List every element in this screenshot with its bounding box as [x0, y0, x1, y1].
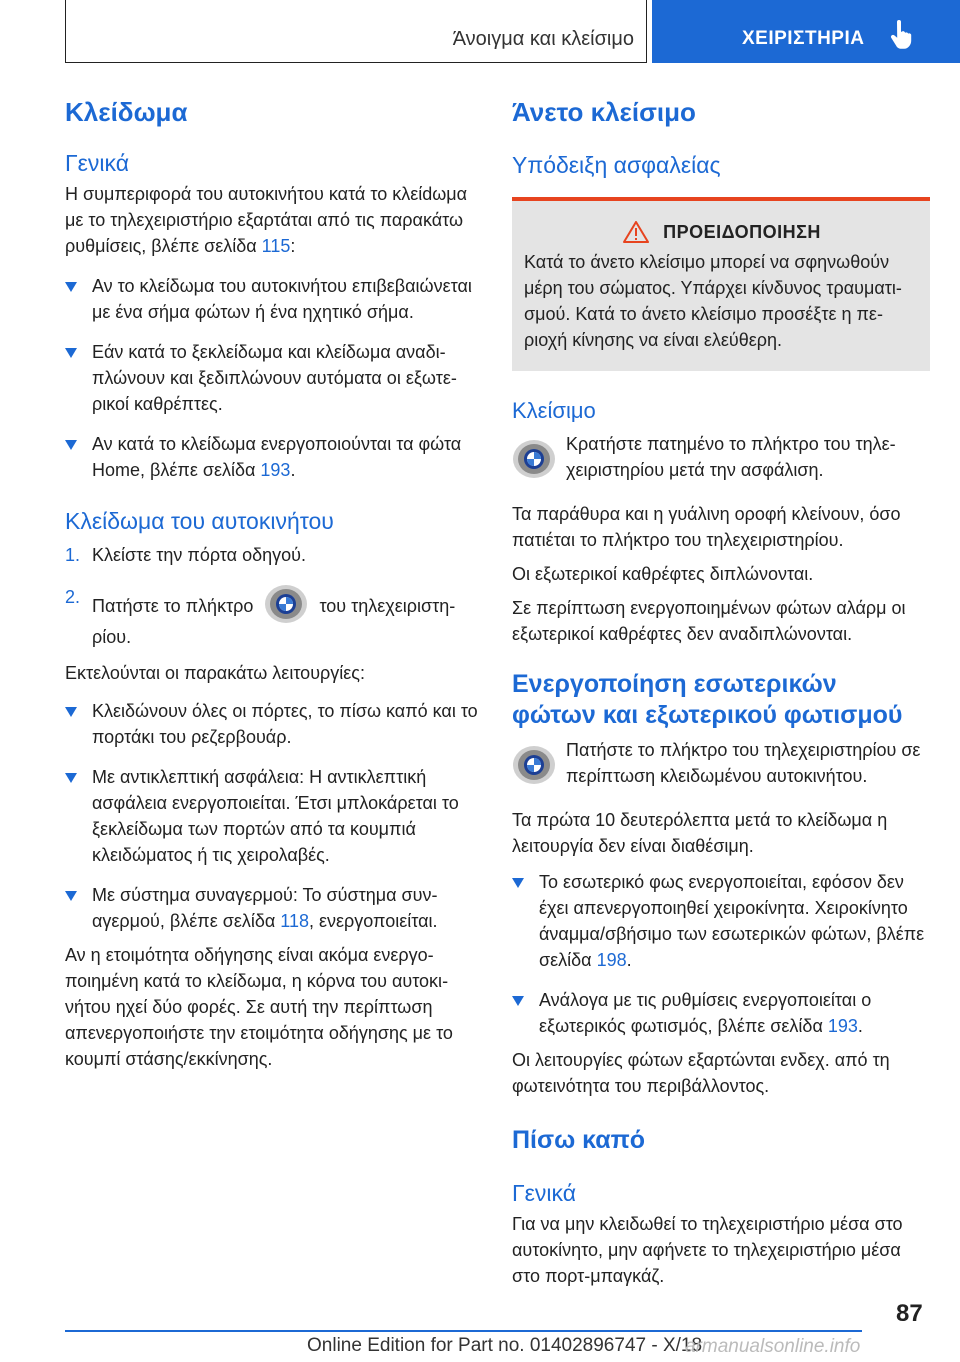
- page-link-193[interactable]: 193: [827, 1016, 858, 1037]
- step-item: 2. Πατήστε το πλήκτρο του τηλεχειριστηρίου.: [65, 584, 485, 650]
- lights-heading: Ενεργοποίηση εσωτερικών φώτων και εξωτερικού φωτισμού: [512, 669, 903, 729]
- safety-heading: Υπόδειξη ασφαλείας: [512, 151, 721, 178]
- list-item: Με σύστημα συναγερμού: Το σύστημα συναγερμού, βλέπε σελίδα 118, ενεργοποιείται.: [65, 882, 485, 934]
- warning-box: [512, 197, 930, 371]
- lights-instruction: Πατήστε το πλήκτρο του τηλεχειριστηρίου σε περίπτωση κλειδωμένου αυτοκινήτου.: [512, 737, 930, 789]
- lock-functions-list: [65, 698, 485, 934]
- triangle-bullet-icon: [65, 773, 77, 783]
- list-item: Αν κατά το κλείδωμα ενεργοποιούνται τα φώτα Home, βλέπε σελίδα 193.: [65, 431, 485, 483]
- chapter-tab-label: ΧΕΙΡΙΣΤΗΡΙΑ: [742, 28, 865, 49]
- lights-p2: Οι λειτουργίες φώτων εξαρτώνται ενδεχ. από τη φωτεινότητα του περιβάλλοντος.: [512, 1050, 890, 1097]
- header-section-box: [65, 0, 647, 63]
- general-intro: Η συμπεριφορά του αυτοκινήτου κατά το κλείdωμα με το τηλεχειριστήριο εξαρτάται από τις παρακάτω ρυθμίσεις, βλέπε σελίδα 115:: [65, 184, 468, 257]
- list-item: Με αντικλεπτική ασφάλεια: Η αντικλεπτική ασφάλεια ενεργοποιείται. Έτσι μπλοκάρεται το ξεκλείδωμα των πορτών από τα κουμπιά κλειδώματος ή τις χειρολαβές.: [65, 764, 485, 868]
- list-item: Εάν κατά το ξεκλείδωμα και κλείδωμα αναδιπλώνουν και ξεδιπλώνουν αυτόματα οι εξωτερικοί καθρέπτες.: [65, 339, 485, 417]
- closing-heading: Κλείσιμο: [512, 398, 596, 424]
- chapter-tab[interactable]: [652, 0, 960, 63]
- list-item: Αν το κλείδωμα του αυτοκινήτου επιβεβαιώνεται με ένα σήμα φώτων ή ένα ηχητικό σήμα.: [65, 273, 485, 325]
- triangle-bullet-icon: [65, 348, 77, 358]
- list-item: Κλειδώνουν όλες οι πόρτες, το πίσω καπό και το πορτάκι του ρεζερβουάρ.: [65, 698, 485, 750]
- page-link-193[interactable]: 193: [260, 460, 291, 481]
- closing-p3: Σε περίπτωση ενεργοποιημένων φώτων αλάρμ οι εξωτερικοί καθρέφτες δεν αναδιπλώνονται.: [512, 597, 906, 644]
- closing-p1: Τα παράθυρα και η γυάλινη οροφή κλείνουν, όσο πατιέται το πλήκτρο του τηλεχειριστηρίου.: [512, 503, 901, 550]
- footer-divider: [65, 1330, 862, 1332]
- hand-pointer-icon: [890, 20, 914, 55]
- edition-text: Online Edition for Part no. 01402896747 - X/18: [307, 1335, 703, 1356]
- page-link-115[interactable]: 115: [261, 236, 291, 257]
- left-column: [65, 96, 485, 1072]
- triangle-bullet-icon: [512, 996, 524, 1006]
- remote-lock-key-icon: [264, 584, 308, 624]
- remote-lock-key-icon: [512, 439, 556, 479]
- warning-label: ΠΡΟΕΙΔΟΠΟΙΗΣΗ: [663, 221, 821, 242]
- step-item: 1. Κλείστε την πόρτα οδηγού.: [65, 545, 306, 565]
- page-link-118[interactable]: 118: [280, 911, 309, 931]
- triangle-bullet-icon: [65, 707, 77, 717]
- warning-triangle-icon: [623, 221, 649, 243]
- triangle-bullet-icon: [65, 282, 77, 292]
- car-lock-heading: Κλείδωμα του αυτοκινήτου: [65, 508, 334, 535]
- page-link-198[interactable]: 198: [596, 950, 627, 971]
- section-title: Άνοιγμα και κλείσιμο: [452, 28, 634, 50]
- locking-title: Κλείδωμα: [65, 97, 188, 127]
- horn-note: Αν η ετοιμότητα οδήγησης είναι ακόμα ενεργοποιημένη κατά το κλείδωμα, η κόρνα του αυτοκινήτου ηχεί δύο φορές. Σε αυτή την περίπτωση απενεργοποιήστε την ετοιμότητα οδήγησης με το κουμπί στάσης/εκκίνησης.: [65, 945, 453, 1069]
- trunk-general-heading: Γενικά: [512, 1179, 577, 1206]
- functions-intro: Εκτελούνται οι παρακάτω λειτουργίες:: [65, 663, 365, 683]
- list-item: Ανάλογα με τις ρυθμίσεις ενεργοποιείται ο εξωτερικός φωτισμός, βλέπε σελίδα 193.: [512, 987, 930, 1039]
- triangle-bullet-icon: [512, 878, 524, 888]
- watermark-text: armanualsonline.info: [685, 1336, 861, 1357]
- car-lock-steps: [65, 542, 485, 650]
- general-heading: Γενικά: [65, 149, 130, 176]
- trunk-heading: Πίσω καπό: [512, 1126, 646, 1155]
- triangle-bullet-icon: [65, 440, 77, 450]
- lock-settings-list: [65, 273, 485, 483]
- closing-instruction: Κρατήστε πατημένο το πλήκτρο του τηλεχειριστηρίου μετά την ασφάλιση.: [512, 431, 930, 483]
- page-number: 87: [896, 1300, 923, 1327]
- warning-text: Κατά το άνετο κλείσιμο μπορεί να σφηνωθούν μέρη του σώματος. Υπάρχει κίνδυνος τραυματισμού. Κατά το άνετο κλείσιμο προσέξτε η περιοχή κίνησης να είναι ελεύθερη.: [524, 252, 902, 351]
- trunk-text: Για να μην κλειδωθεί το τηλεχειριστήριο μέσα στο αυτοκίνητο, μην αφήνετε το τηλεχειριστήριο μέσα στο πορτ-μπαγκάζ.: [512, 1214, 903, 1287]
- remote-lock-key-icon: [512, 745, 556, 785]
- closing-p2: Οι εξωτερικοί καθρέφτες διπλώνονται.: [512, 563, 814, 584]
- triangle-bullet-icon: [65, 891, 77, 901]
- comfort-close-title: Άνετο κλείσιμο: [512, 97, 696, 127]
- right-column: [512, 96, 930, 1289]
- lights-list: [512, 869, 930, 1039]
- lights-p1: Τα πρώτα 10 δευτερόλεπτα μετά το κλείδωμα η λειτουργία δεν είναι διαθέσιμη.: [512, 810, 888, 857]
- list-item: Το εσωτερικό φως ενεργοποιείται, εφόσον δεν έχει απενεργοποιηθεί χειροκίνητα. Χειροκίνητο άναμμα/σβήσιμο των εσωτερικών φώτων, βλέπε σελίδα 198.: [512, 869, 930, 973]
